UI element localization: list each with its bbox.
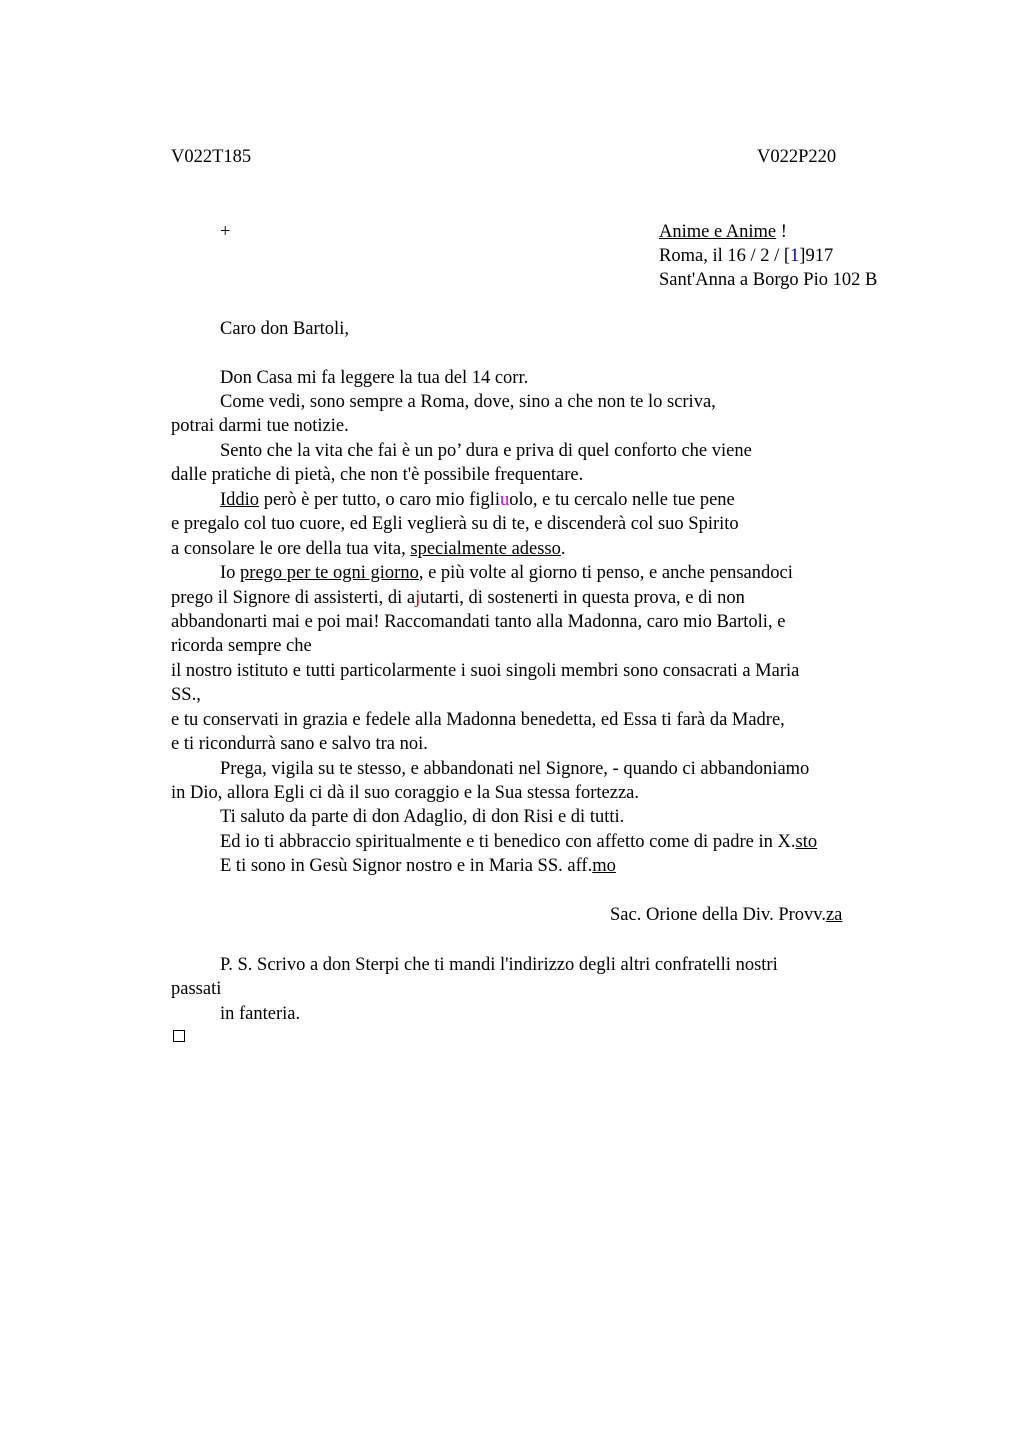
- editorial-correction: j: [415, 588, 421, 608]
- document-code-left: V022T185: [171, 147, 252, 167]
- postscript-line: in fanteria.: [220, 1004, 301, 1024]
- body-line: Ti saluto da parte di don Adaglio, di don Risi e di tutti.: [220, 807, 625, 827]
- body-line: Prega, vigila su te stesso, e abbandonati nel Signore, - quando ci abbandoniamo: [220, 759, 810, 779]
- salutation: Caro don Bartoli,: [220, 319, 349, 339]
- editorial-correction: u: [500, 490, 510, 510]
- body-line: SS.,: [171, 685, 201, 705]
- postscript-line: P. S. Scrivo a don Sterpi che ti mandi l'indirizzo degli altri confratelli nostri: [220, 955, 778, 975]
- body-line: potrai darmi tue notizie.: [171, 416, 349, 436]
- end-box-icon: [173, 1030, 185, 1042]
- body-line: il nostro istituto e tutti particolarmente i suoi singoli membri sono consacrati a Maria: [171, 661, 800, 681]
- letter-date: Roma, il 16 / 2 / [1]917: [659, 246, 834, 266]
- body-line: e tu conservati in grazia e fedele alla Madonna benedetta, ed Essa ti farà da Madre,: [171, 710, 785, 730]
- body-line: Don Casa mi fa leggere la tua del 14 corr.: [220, 368, 529, 388]
- body-line: Ed io ti abbraccio spiritualmente e ti benedico con affetto come di padre in X.sto: [220, 832, 818, 852]
- letter-address: Sant'Anna a Borgo Pio 102 B: [659, 270, 878, 290]
- body-line: E ti sono in Gesù Signor nostro e in Maria SS. aff.mo: [220, 856, 616, 876]
- body-line: a consolare le ore della tua vita, specialmente adesso.: [171, 539, 566, 559]
- document-code-right: V022P220: [757, 147, 837, 167]
- body-line: Io prego per te ogni giorno, e più volte al giorno ti penso, e anche pensandoci: [220, 563, 793, 583]
- motto-text: Anime e Anime: [659, 222, 777, 242]
- body-line: dalle pratiche di pietà, che non t'è possibile frequentare.: [171, 465, 584, 485]
- cross-symbol: +: [220, 222, 231, 242]
- date-editorial-insert: 1: [790, 246, 800, 266]
- body-line: ricorda sempre che: [171, 636, 312, 656]
- body-line: abbandonarti mai e poi mai! Raccomandati tanto alla Madonna, caro mio Bartoli, e: [171, 612, 786, 632]
- body-line: in Dio, allora Egli ci dà il suo coraggio e la Sua stessa fortezza.: [171, 783, 640, 803]
- motto-exclamation: !: [776, 222, 787, 242]
- body-line: Sento che la vita che fai è un po’ dura e priva di quel conforto che viene: [220, 441, 752, 461]
- signature: Sac. Orione della Div. Provv.za: [610, 905, 843, 925]
- motto: [659, 220, 787, 244]
- postscript-line: passati: [171, 979, 222, 999]
- body-line: e pregalo col tuo cuore, ed Egli veglierà su di te, e discenderà col suo Spirito: [171, 514, 739, 534]
- body-line: Come vedi, sono sempre a Roma, dove, sino a che non te lo scriva,: [220, 392, 716, 412]
- body-line: e ti ricondurrà sano e salvo tra noi.: [171, 734, 428, 754]
- body-line: Iddio però è per tutto, o caro mio figliuolo, e tu cercalo nelle tue pene: [220, 490, 735, 510]
- body-line: prego il Signore di assisterti, di ajutarti, di sostenerti in questa prova, e di non: [171, 588, 745, 608]
